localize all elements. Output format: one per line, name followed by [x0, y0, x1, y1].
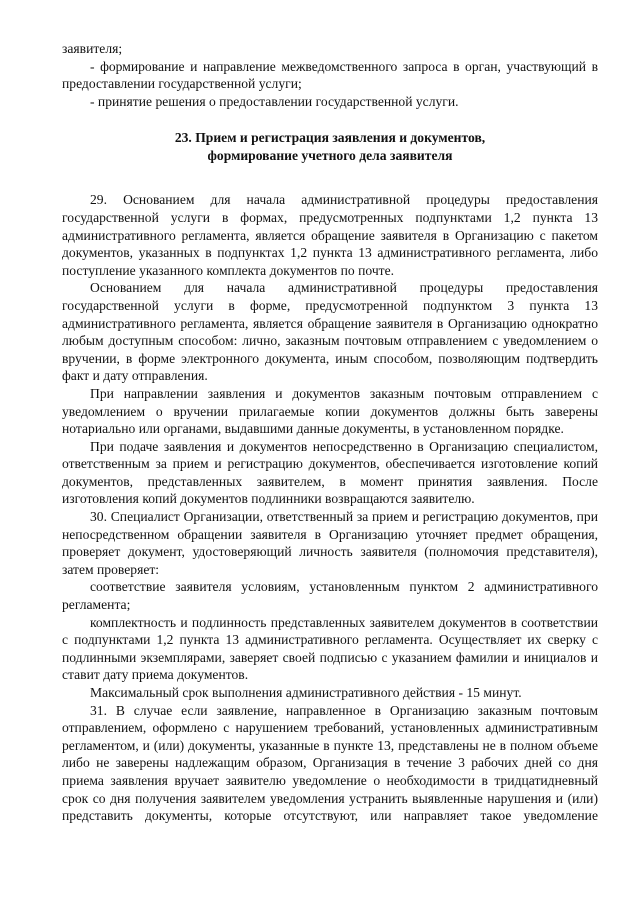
paragraph-basis-form-3: Основанием для начала административной процедуры предоставления государственной услуги в форме, предусмотренной подпунктом 3 пункта 13 административного регламента, является обращение заявителя в Организацию однократно любым доступным способом: лично, заказным почтовым отправлением с уведомлением о вручении, в форме электронного документа, иным способом, позволяющим подтвердить факт и дату отправления.: [62, 280, 598, 384]
paragraph-max-duration: Максимальный срок выполнения административного действия - 15 минут.: [90, 685, 522, 700]
paragraph-direct-submission: При подаче заявления и документов непосредственно в Организацию специалистом, ответственным за прием и регистрацию документов, обеспечивается изготовление копий документов, представленных заявителем, в момент принятия заявления. После изготовления копий документов подлинники возвращаются заявителю.: [62, 438, 598, 507]
paragraph-postal-submission: При направлении заявления и документов заказным почтовым отправлением с уведомлением о вручении прилагаемые копии документов должны быть заверены нотариально или органами, выдавшими данные документы, в установленном порядке.: [62, 385, 598, 437]
paragraph-check-completeness: комплектность и подлинность представленных заявителем документов в соответствии с подпунктами 1,2 пункта 13 административного регламента. Осуществляет их сверку с подлинными экземплярами, заверяет своей подписью с указанием фамилии и инициалов и ставит дату приема документов.: [62, 614, 598, 683]
paragraph-check-compliance: соответствие заявителя условиям, установленным пунктом 2 административного регламента;: [62, 579, 598, 613]
section-heading-line-1: 23. Прием и регистрация заявления и документов,: [174, 130, 486, 146]
paragraph-29: 29. Основанием для начала административной процедуры предоставления государственной услуги в формах, предусмотренных подпунктами 1,2 пункта 13 административного регламента, является обращение заявителя в Организацию с пакетом документов, указанных в подпунктах 1,2 пункта 13 административного регламента, либо поступление указанного комплекта документов по почте.: [62, 192, 598, 278]
intro-list-item-interagency-request: - формирование и направление межведомственного запроса в орган, участвующий в предоставлении государственной услуги;: [62, 58, 598, 92]
paragraph-30: 30. Специалист Организации, ответственный за прием и регистрацию документов, при непосредственном обращении заявителя в Организацию уточняет предмет обращения, проверяет документ, удостоверяющий личность заявителя (полномочия представителя), затем проверяет:: [62, 509, 598, 577]
section-heading: [62, 129, 598, 165]
intro-list-item-decision: - принятие решения о предоставлении государственной услуги.: [90, 93, 459, 109]
intro-line-continuation: заявителя;: [62, 41, 123, 56]
paragraph-31: 31. В случае если заявление, направленное в Организацию заказным почтовым отправлением, оформлено с нарушением требований, установленных административным регламентом, и (или) документы, указанные в пункте 13, представлены не в полном объеме либо не заверены надлежащим образом, Организация в течение 3 рабочих дней со дня приема заявления вручает заявителю уведомление о необходимости в тридцатидневный срок со дня получения заявителем уведомления устранить выявленные нарушения и (или) представить документы, которые отсутствуют, или направляет такое уведомление: [62, 702, 598, 824]
section-heading-line-2: формирование учетного дела заявителя: [207, 148, 453, 164]
document-page: [62, 40, 598, 825]
